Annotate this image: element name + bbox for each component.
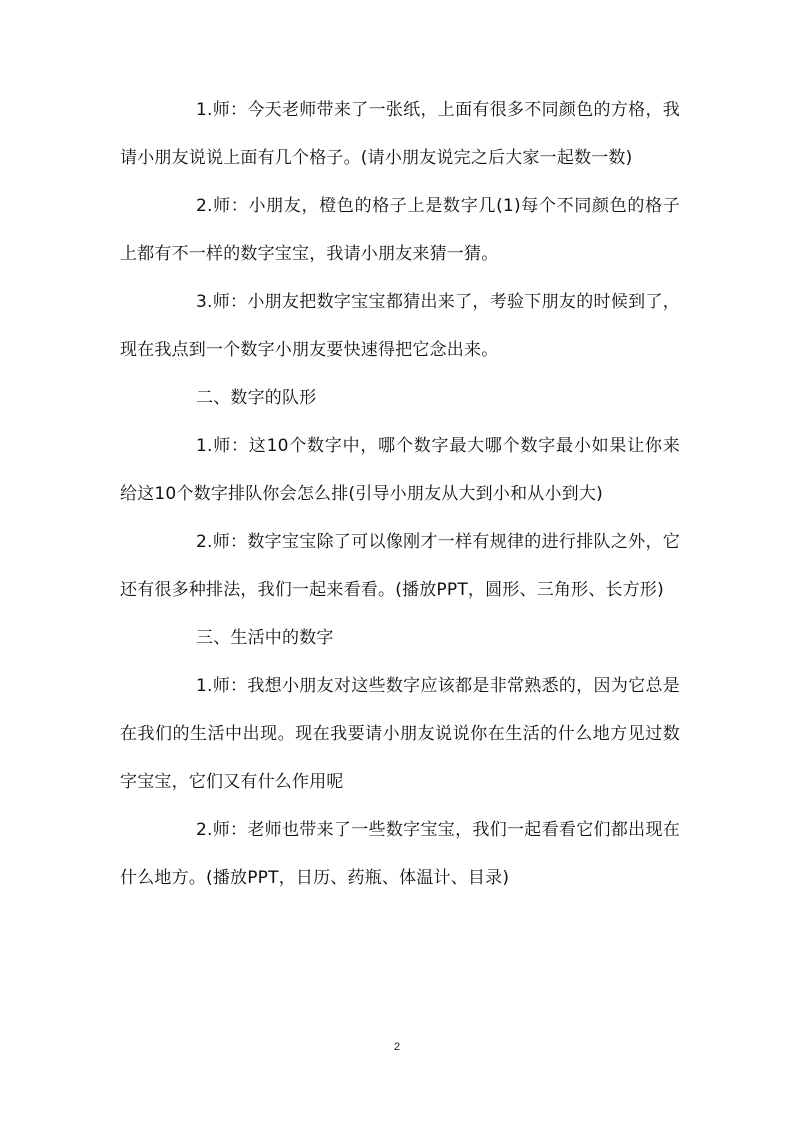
paragraph-item: 3.师：小朋友把数字宝宝都猜出来了，考验下朋友的时候到了，现在我点到一个数字小朋友要快速得把它念出来。: [120, 292, 680, 360]
paragraph-item: 1.师：我想小朋友对这些数字应该都是非常熟悉的，因为它总是在我们的生活中出现。现在我要请小朋友说说你在生活的什么地方见过数字宝宝，它们又有什么作用呢: [120, 676, 680, 792]
paragraph-item: 1.师：今天老师带来了一张纸，上面有很多不同颜色的方格，我请小朋友说说上面有几个格子。(请小朋友说完之后大家一起数一数): [120, 100, 680, 168]
section-heading: 二、数字的队形: [196, 388, 317, 408]
paragraph-item: 1.师：这10个数字中，哪个数字最大哪个数字最小如果让你来给这10个数字排队你会怎么排(引导小朋友从大到小和从小到大): [120, 436, 680, 504]
document-body: [120, 86, 680, 902]
page-number: 2: [393, 1041, 401, 1053]
paragraph-item: 2.师：老师也带来了一些数字宝宝，我们一起看看它们都出现在什么地方。(播放PPT，日历、药瓶、体温计、目录): [120, 820, 680, 888]
section-heading: 三、生活中的数字: [196, 628, 334, 648]
paragraph-item: 2.师：数字宝宝除了可以像刚才一样有规律的进行排队之外，它还有很多种排法，我们一起来看看。(播放PPT，圆形、三角形、长方形): [120, 532, 680, 600]
paragraph-item: 2.师：小朋友，橙色的格子上是数字几(1)每个不同颜色的格子上都有不一样的数字宝宝，我请小朋友来猜一猜。: [120, 196, 680, 264]
